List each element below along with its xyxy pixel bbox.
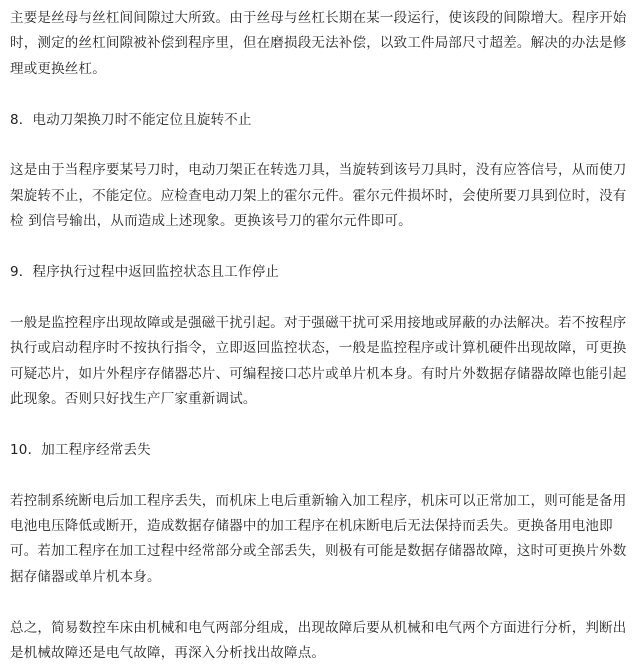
summary-paragraph: 总之，简易数控车床由机械和电气两部分组成，出现故障后要从机械和电气两个方面进行分析，判断出是机械故障还是电气故障，再深入分析找出故障点。	[10, 619, 627, 662]
section-8-heading: 8．电动刀架换刀时不能定位且旋转不止	[10, 111, 252, 128]
paragraph-gap	[10, 82, 636, 107]
intro-paragraph: 主要是丝母与丝杠间间隙过大所致。由于丝母与丝杠长期在某一段运行，使该段的间隙增大。程序开始时，测定的丝杠间隙被补偿到程序里，但在磨损段无法补偿，以致工件局部尺寸超差。解决的办法是修理或更换丝杠。	[10, 10, 627, 77]
section-9-paragraph: 一般是监控程序出现故障或是强磁干扰引起。对于强磁干扰可采用接地或屏蔽的办法解决。若不按程序执行或启动程序时不按执行指令，立即返回监控状态，一般是监控程序或计算机硬件出现故障，可更换可疑芯片，如片外程序存储器芯片、可编程接口芯片或单片机本身。有时片外数据存储器故障也能引起此现象。否则只好找生产厂家重新调试。	[10, 314, 627, 408]
paragraph-gap	[10, 133, 636, 158]
section-10-paragraph: 若控制系统断电后加工程序丢失，而机床上电后重新输入加工程序，机床可以正常加工，则可能是备用电池电压降低或断开，造成数据存储器中的加工程序在机床断电后无法保持而丢失。更换备用电池即可。若加工程序在加工过程中经常部分或全部丢失，则极有可能是数据存储器故障，这时可更换片外数据存储器或单片机本身。	[10, 492, 627, 585]
paragraph-gap	[10, 235, 636, 260]
paragraph-gap	[10, 285, 636, 310]
article-body	[10, 6, 636, 666]
paragraph-gap	[10, 463, 636, 488]
section-8-paragraph: 这是由于当程序要某号刀时，电动刀架正在转选刀具，当旋转到该号刀具时，没有应答信号，从而使刀架旋转不止，不能定位。应检查电动刀架上的霍尔元件。霍尔元件损坏时，会使所要刀具到位时，没有检 到信号输出，从而造成上述现象。更换该号刀的霍尔元件即可。	[10, 162, 627, 230]
paragraph-gap	[10, 590, 636, 615]
section-10-heading: 10．加工程序经常丢失	[10, 441, 151, 458]
section-9-heading: 9．程序执行过程中返回监控状态且工作停止	[10, 264, 280, 281]
paragraph-gap	[10, 412, 636, 437]
